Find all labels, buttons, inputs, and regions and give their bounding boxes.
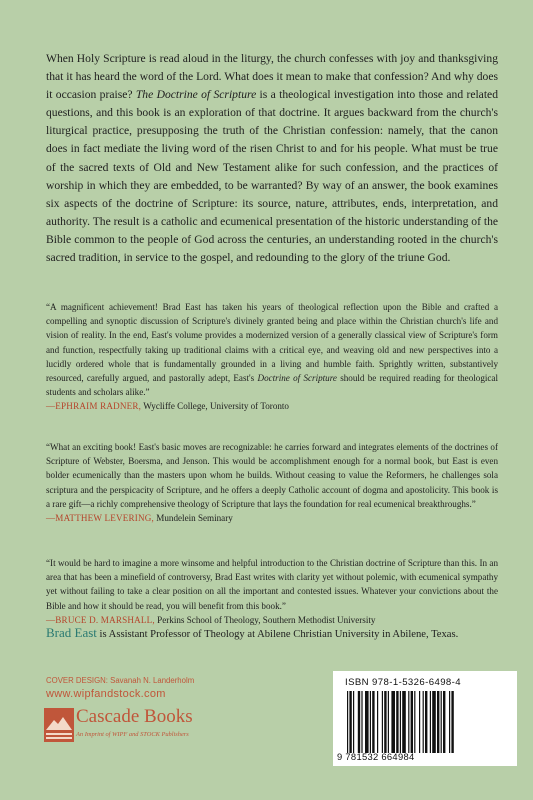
description-text-2: is a theological investigation into those and related questions, and this book is an exploration of that doctrine. It argues backward from the church's liturgical practice, presupposing the truth of the Christian confession: namely, that the canon does in fact mediate the living word of the risen Christ to and for his people. What must be true of the sacred texts of Old and New Testament alike for such confession, and the practices of worship in which they are embedded, to be warranted? By way of an answer, the book examines six aspects of the doctrine of Scripture: its source, nature, attributes, ends, interpretation, and authority. The result is a catholic and ecumenical presentation of the historic understanding of the Bible common to the people of God across the centuries, an understanding rooted in the church's sacred tradition, in service to the gospel, and redounding to the glory of the triune God. [46,88,499,265]
publisher-imprint: An Imprint of WIPF and STOCK Publishers [76,731,189,738]
endorsement-text: “A magnificent achievement! Brad East has taken his years of theological reflection upon the Bible and crafted a compelling and synoptic discussion of Scripture's divinely granted being and place within the Christian church's life and vision of reality. In the end, East's volume provides a modernized version of a generally classical view of Scripture's form and function, respectfully taking up traditional claims with a critical eye, and weaving old and new perspectives into a lucidly ordered whole that is fundamentally grounded in a living and humble faith. Sprightly written, substantively resourced, carefully argued, and pastorally adept, East's [46,302,498,384]
endorser-affiliation: Perkins School of Theology, Southern Methodist University [154,614,376,625]
endorsement-text: “What an exciting book! East's basic moves are recognizable: he carries forward and integrates elements of the doctrines of Scripture of Webster, Boersma, and Jenson. This would be accomplishment enough for a normal book, but East is even bolder ecumenically than the masters upon whom he builds. Without ceasing to value the Reformers, he challenges sola scriptura and the perspicacity of Scripture, and he offers a deeply Catholic account of dogma and apostolicity. This book is a rare gift—a richly comprehensive theology of Scripture that lays the foundation for real ecumenical breakthroughs.” [46,442,498,509]
endorser-name: —EPHRAIM RADNER, [46,401,142,412]
isbn-barcode [333,671,517,766]
endorser-affiliation: Mundelein Seminary [154,513,233,524]
isbn-number: ISBN 978-1-5326-6498-4 [345,677,461,688]
endorser-name: —MATTHEW LEVERING, [46,513,154,524]
author-bio-text: is Assistant Professor of Theology at Abilene Christian University in Abilene, Texas. [96,629,459,640]
endorsement-italic: Doctrine of Scripture [257,373,337,384]
barcode-bars [341,691,511,753]
endorser-name: —BRUCE D. MARSHALL, [46,614,155,625]
endorsement-2 [46,440,498,525]
cover-design-credit: COVER DESIGN: Savanah N. Landerholm [46,676,195,685]
author-name: Brad East [46,625,97,640]
publisher-website: www.wipfandstock.com [46,688,166,700]
author-bio [46,626,516,642]
endorsement-attribution [46,613,498,627]
endorsement-text: “It would be hard to imagine a more winsome and helpful introduction to the Christian doctrine of Scripture than this. In an area that has been a minefield of controversy, Brad East writes with clarity yet without polemic, with ecumenical sympathy yet without failing to take a clear position on all the important and contested issues. Whatever your convictions about the Bible and how it should be read, you will benefit from this book.” [46,558,498,611]
description-text-1: When Holy Scripture is read aloud in the liturgy, the church confesses with joy and thanksgiving that it has heard the word of the Lord. What does it mean to make that confession? And why does it occasion praise? [46,52,498,102]
barcode-digits: 9 781532 664984 [337,751,415,762]
publisher-logo [44,706,244,750]
endorsement-3 [46,556,498,627]
book-title-italic: The Doctrine of Scripture [135,88,257,102]
book-description [46,50,498,267]
publisher-name: Cascade Books [76,706,193,727]
endorsement-text-end: should be required reading for theological students and scholars alike.” [46,373,498,398]
endorser-affiliation: Wycliffe College, University of Toronto [141,401,289,412]
mountain-logo-icon [44,708,74,742]
endorsement-1 [46,300,498,414]
endorsement-attribution [46,399,498,413]
endorsement-attribution [46,511,498,525]
